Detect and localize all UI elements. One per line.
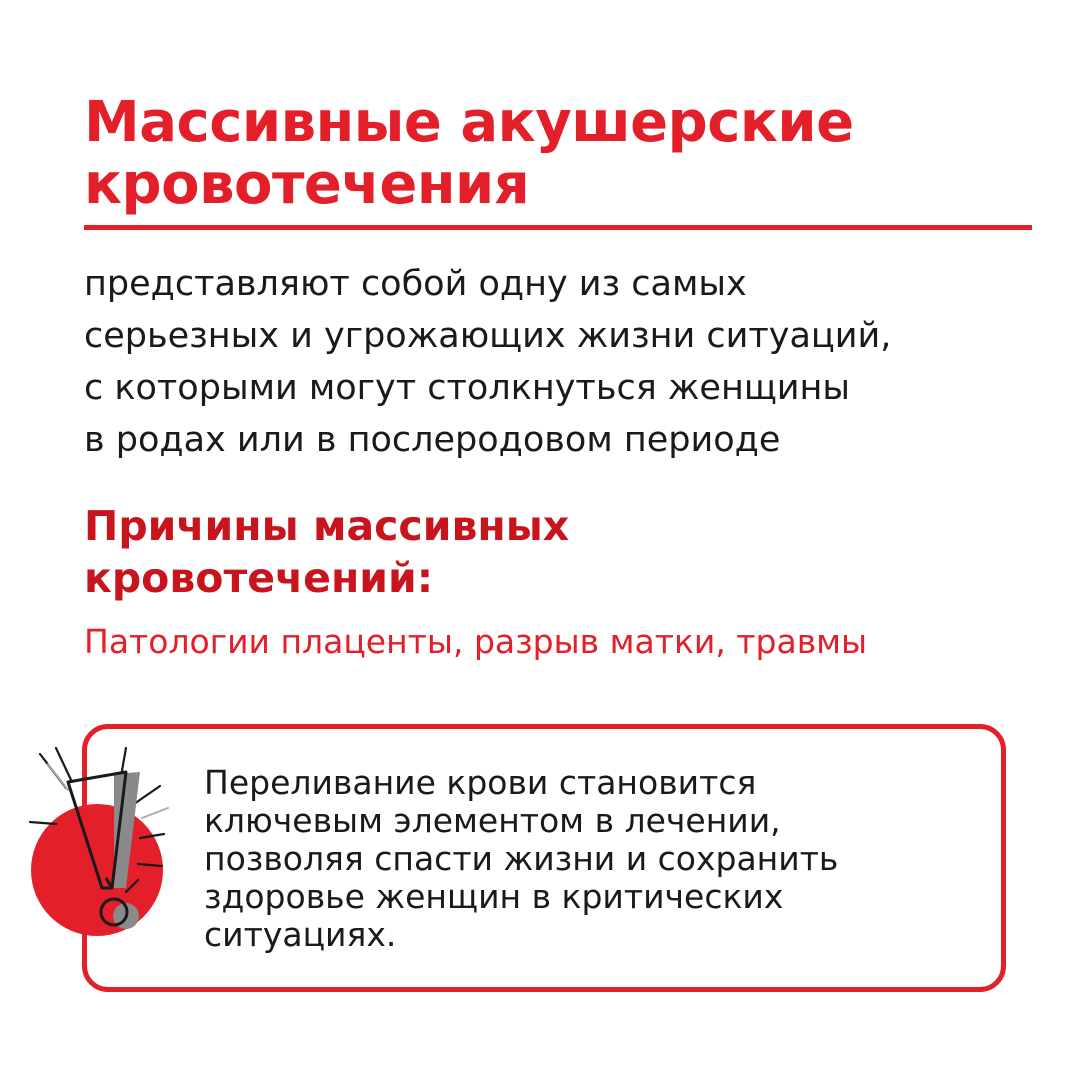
page-title bbox=[84, 92, 1044, 216]
callout-line: Переливание крови становится bbox=[204, 763, 757, 802]
intro-paragraph bbox=[84, 258, 1044, 466]
callout-line: ключевым элементом в лечении, bbox=[204, 801, 781, 840]
title-line: Массивные акушерские bbox=[84, 90, 854, 155]
callout-line: позволяя спасти жизни и сохранить bbox=[204, 839, 839, 878]
intro-line: с которыми могут столкнуться женщины bbox=[84, 368, 851, 408]
causes-heading-line: Причины массивных bbox=[84, 502, 570, 550]
title-line: кровотечения bbox=[84, 152, 530, 217]
callout-line: здоровье женщин в критических bbox=[204, 877, 784, 916]
exclamation-alert-icon bbox=[22, 742, 192, 942]
intro-line: серьезных и угрожающих жизни ситуаций, bbox=[84, 316, 892, 356]
callout-line: ситуациях. bbox=[204, 915, 397, 954]
causes-heading-line: кровотечений: bbox=[84, 554, 434, 602]
callout-text bbox=[204, 764, 1004, 954]
intro-line: в родах или в послеродовом периоде bbox=[84, 420, 781, 460]
causes-heading bbox=[84, 500, 1044, 604]
title-divider bbox=[84, 225, 1032, 230]
intro-line: представляют собой одну из самых bbox=[84, 264, 747, 304]
causes-text: Патологии плаценты, разрыв матки, травмы bbox=[84, 622, 868, 661]
